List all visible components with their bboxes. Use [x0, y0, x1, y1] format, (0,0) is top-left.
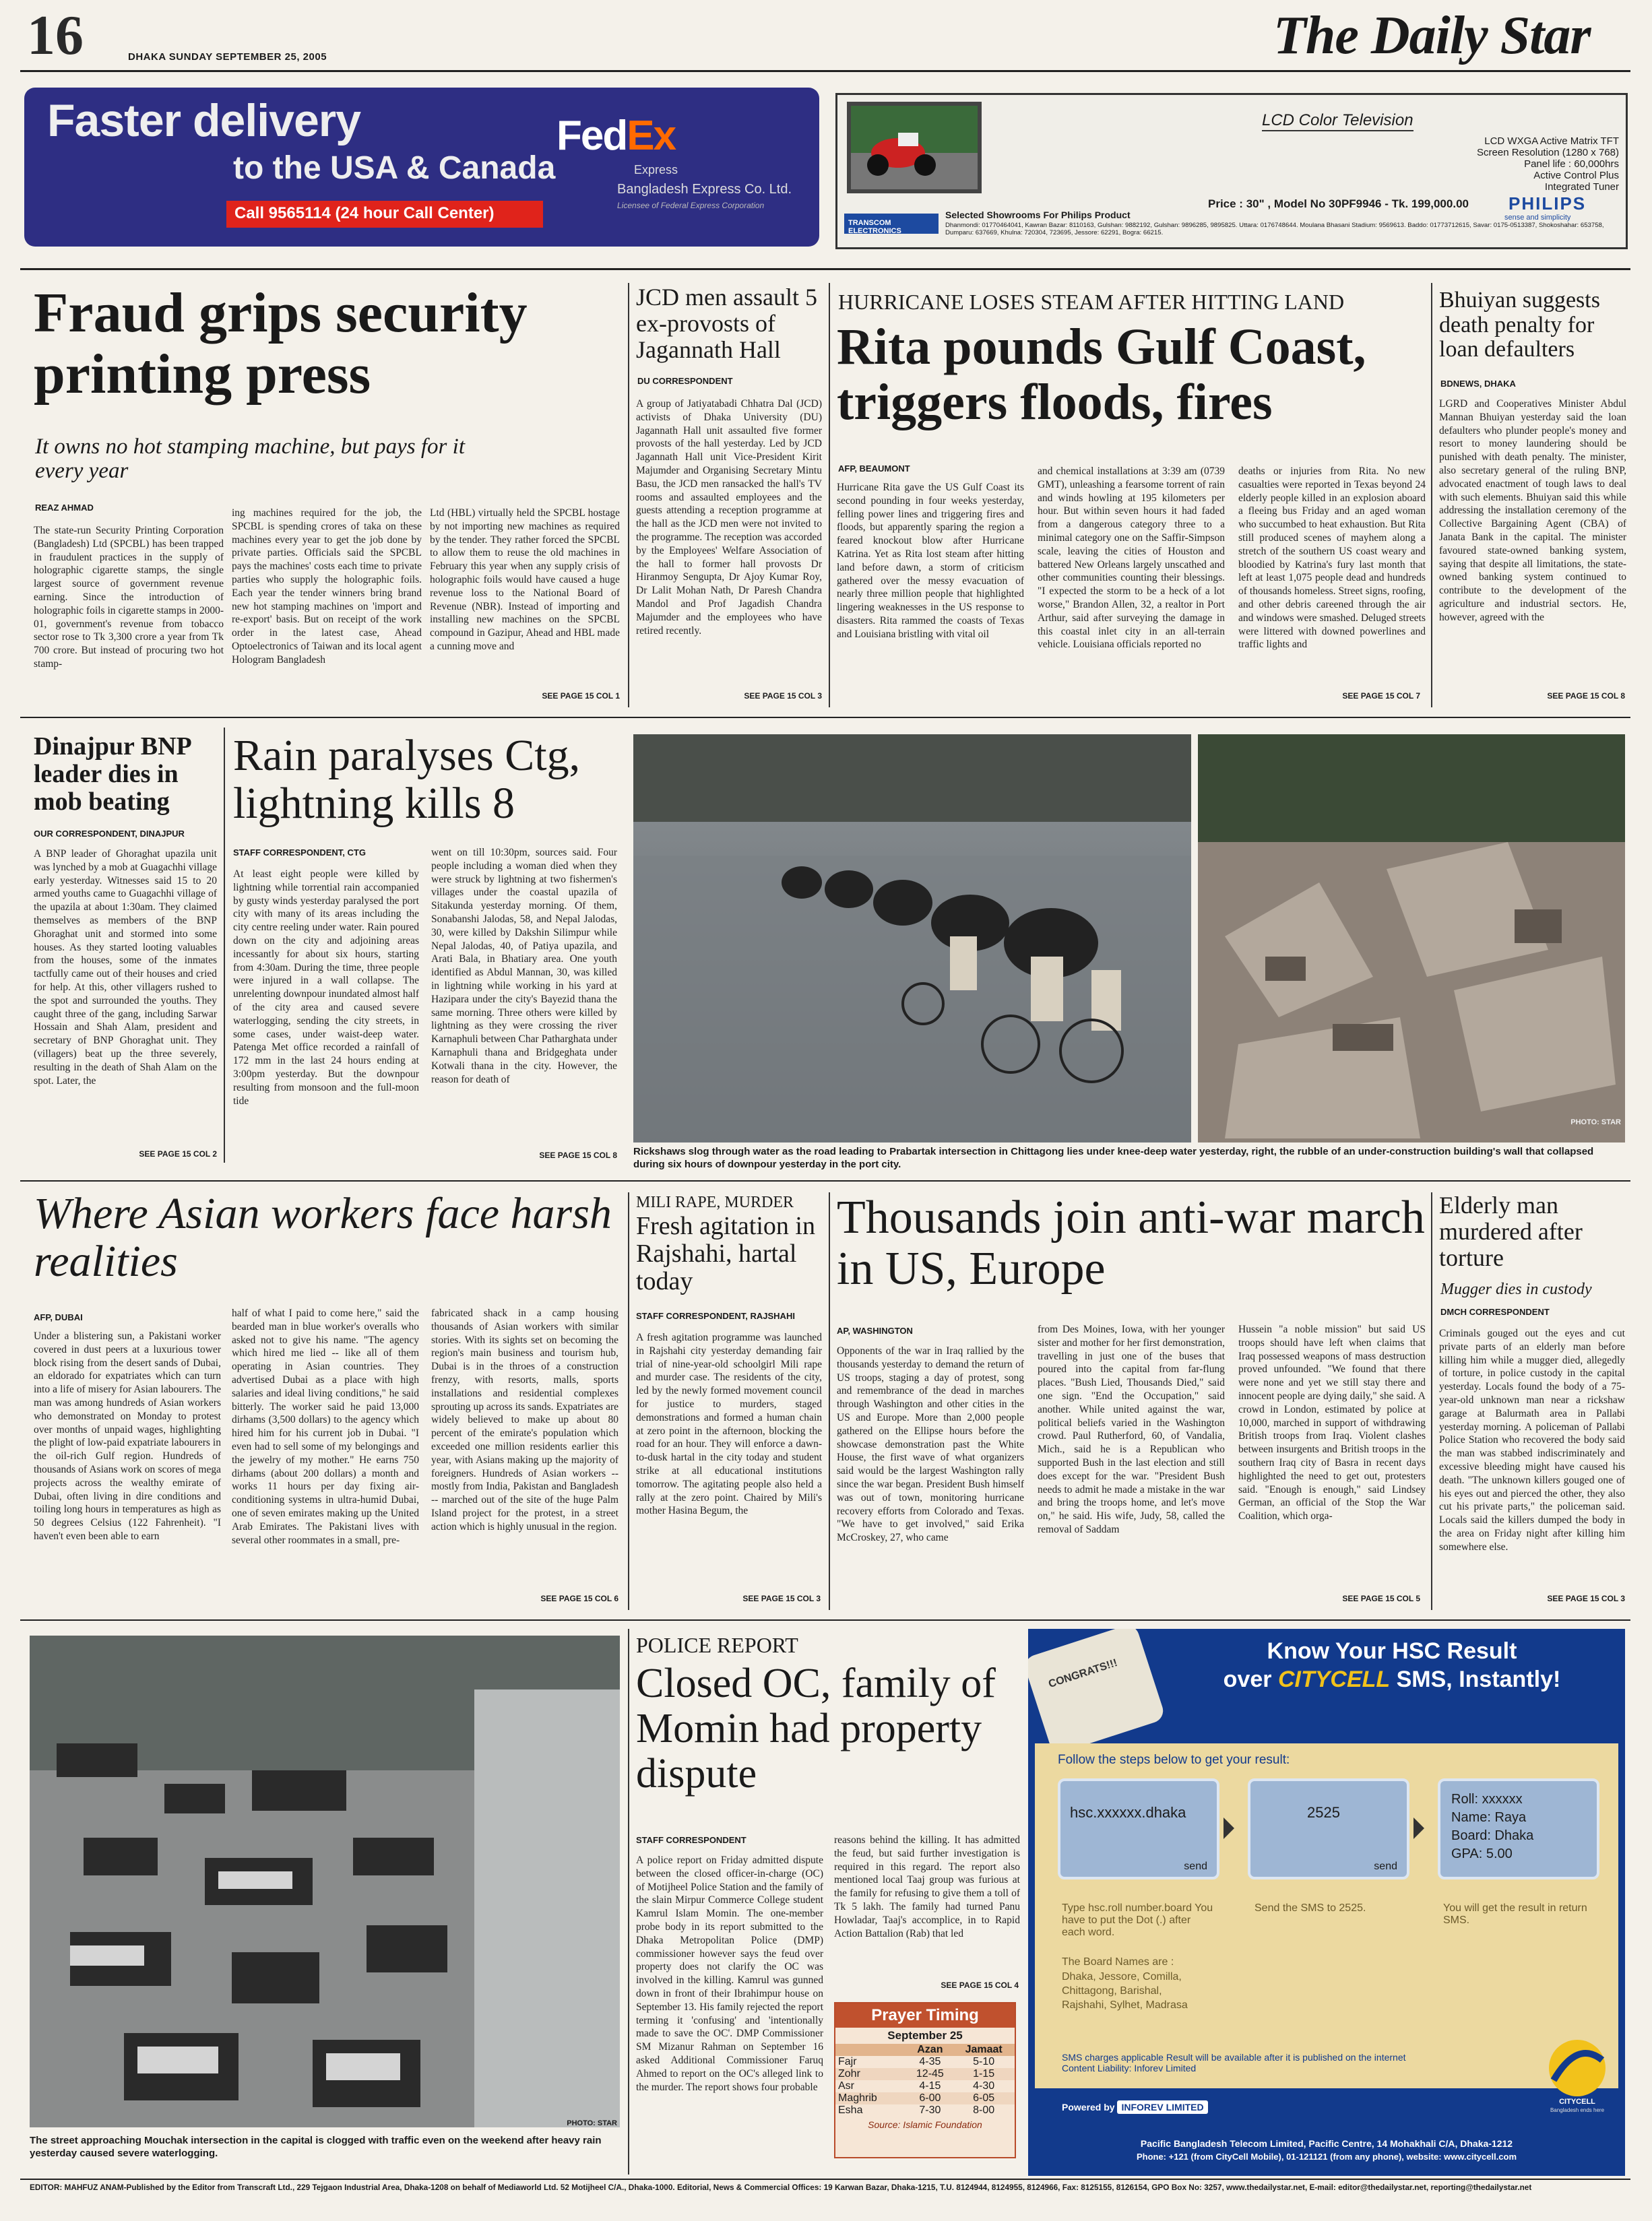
send-label-1: send: [1184, 1861, 1207, 1872]
dinajpur-see[interactable]: SEE PAGE 15 COL 2: [139, 1149, 217, 1159]
photo2-caption: The street approaching Mouchak intersection in the capital is clogged with traffic even on the weekend after heavy rain yesterday caused severe waterlogging.: [30, 2135, 602, 2159]
rain-headline: Rain paralyses Ctg, lightning kills 8: [233, 731, 581, 829]
jcd-body: A group of Jatiyatabadi Chhatra Dal (JCD) activists of Dhaka University (DU) Jagannath Hall unit assaulted five former provosts of the hall yesterday. Led by JCD Jagannath Hall unit Vice-President Kirit Majumder and Organising Secretary Mintu Basu, the JCD men ransacked the hall's TV rooms and assaulted employees and the guests attending a reception programme at the hall as the JCD men were not invited to the programme. The reception was accorded by the Employees' Welfare Association of the hall to former hall provosts Dr Hiranmoy Sengupta, Dr Ajoy Kumar Roy, Dr Lalit Mohan Nath, Dr Paresh Chandra Mandol and Prof Jagadish Chandra Majumder and the employees who have retired recently.: [636, 398, 822, 637]
paper-name: The Daily Star: [1273, 6, 1591, 65]
dinajpur-byline: OUR CORRESPONDENT, DINAJPUR: [34, 829, 185, 839]
fraud-headline: Fraud grips security printing press: [34, 282, 528, 406]
rita-see[interactable]: SEE PAGE 15 COL 7: [1342, 691, 1420, 701]
prayer-header: Jamaat: [965, 2044, 1003, 2055]
citycell-headline-1: Know Your HSC Result: [1267, 1638, 1517, 1664]
fraud-col-1: The state-run Security Printing Corporation (Bangladesh) Ltd (SPCBL) has been trapped in fraudulent practices in the supply of holographic cigarette stamps, the single largest source of government revenue earning. Since the introduction of holographic foils in cigarette stamps in 2000-01, government's revenue from tobacco sector rose to Tk 3,300 crore a year from Tk 700 crore. But instead of procuring two hot stamp-: [34, 525, 224, 670]
rain-byline: STAFF CORRESPONDENT, CTG: [233, 847, 366, 858]
fedex-tagline: Licensee of Federal Express Corporation: [617, 201, 765, 210]
fedex-ad[interactable]: [24, 88, 819, 247]
rita-byline: AFP, BEAUMONT: [838, 463, 910, 474]
mili-see[interactable]: SEE PAGE 15 COL 3: [742, 1594, 821, 1603]
step1-screen: [1058, 1778, 1219, 1879]
photo1-caption: Rickshaws slog through water as the road leading to Prabartak intersection in Chittagong lies under knee-deep water yesterday, right, the rubble of an under-construction building's wall that collapsed during six hours of downpour yesterday in the port city.: [633, 1146, 1594, 1170]
rita-col-2: and chemical installations at 3:39 am (0739 GMT), unleashing a fearsome torrent of rain and winds howling at 195 kilometers per hour. But within seven hours it had faded from a dangerous category three to a minimal category one on the Saffir-Simpson scale, leaving the cities of Houston and battered New Orleans largely unscathed and other communities counting their blessings. "I expected the storm to be a heck of a lot worse," Brandon Allen, 32, a realtor in Port Arthur, said after surveying the damage in this coastal inlet city in an all-terrain vehicle. Louisiana officials reported no: [1038, 465, 1225, 651]
citycell-logo-text: CITYCELL: [1559, 2098, 1595, 2106]
citycell-brand-word: CITYCELL: [1277, 1667, 1391, 1692]
bhuiyan-headline: Bhuiyan suggests death penalty for loan defaulters: [1439, 288, 1600, 362]
imprint-footer: EDITOR: MAHFUZ ANAM-Published by the Editor from Transcraft Ltd., 229 Tejgaon Industrial Area, Dhaka-1208 on behalf of Mediaworld Ltd. 52 Motijheel C/A., Dhaka-1000. Editorial, News & Commercial Offices: 19 Karwan Bazar, Dhaka-1215, T.U. 8124944, 8124955, 8124966, Fax: 8125155, 8126154, GPO Box No: 3257, www.thedailystar.net, E-mail: editor@thedailystar.net, reporting@thedailystar.net: [30, 2183, 1532, 2192]
antiwar-see[interactable]: SEE PAGE 15 COL 5: [1342, 1594, 1420, 1603]
rita-col-3: deaths or injuries from Rita. No new casualties were reported in Texas beyond 24 elderly people killed in an explosion aboard a fleeing bus Friday and an aged woman who succumbed to heat exhaustion. But Rita still produced scenes of mayhem along a stretch of the southern US coast weary and bloodied by Katrina's fury last month that left at least 1,075 people dead and hundreds of thousands homeless. Street signs, roofing, and other debris careened through the air and windows were smashed. Deluged streets were littered with downed powerlines and traffic lights and: [1238, 465, 1426, 651]
philips-spec: LCD WXGA Active Matrix TFT: [1484, 135, 1619, 147]
asian-byline: AFP, DUBAI: [34, 1312, 83, 1322]
elderly-deck: Mugger dies in custody: [1440, 1281, 1592, 1298]
philips-spec: Panel life : 60,000hrs: [1524, 158, 1619, 170]
arrow-icon: [1413, 1817, 1424, 1839]
antiwar-col-1: Opponents of the war in Iraq rallied by the thousands yesterday to demand the return of US troops, staging a day of protest, song and remembrance of the dead in marches through Washington and other cities in the US and Europe. More than 2,000 people gathered on the Ellipse hours before the showcase demonstration past the White House, the first wave of what organizers said would be the largest Washington rally since the war began. President Bush himself was out of town, monitoring hurricane recovery efforts from Colorado and Texas. "We have to get involved," said Erika McCroskey, 27, who came: [837, 1345, 1024, 1544]
bhuiyan-byline: BDNEWS, DHAKA: [1440, 379, 1516, 389]
asian-col-1: Under a blistering sun, a Pakistani worker covered in dust peers at a luxurious tower block rising from the desert sands of Dubai, an eldorado for expatriates which can turn into a life of misery for Asian labourers. The man was among hundreds of Asian workers who demonstrated on Monday to protest over months of unpaid wages, highlighting the plight of low-paid expatriate labourers in the oil-rich Gulf region. Hundreds of thousands of Asians work on scores of mega projects across the wealthy emirate of Dubai, often living in dire conditions and toiling long hours in temperatures as high as 50 degrees Celsius (122 Fahrenheit). "I haven't even been able to earn: [34, 1330, 221, 1542]
fedex-headline-1: Faster delivery: [47, 95, 361, 146]
asian-headline: Where Asian workers face harsh realities: [34, 1189, 612, 1287]
fraud-col-2: ing machines required for the job, the SPCBL is spending crores of taka on these machines every year to get the job done by private parties. Officials said the SPCBL pays the machines' costs each time to private parties who supply the holographic foils. Each year the tender winners bring brand new hot stamping machines on 'import and re-export' basis. But on receipt of the work order in the latest case, Ahead Optoelectronics of Taiwan and its local agent Hologram Bangladesh: [232, 507, 422, 666]
prayer-row: Maghrib 6-00 6-05: [835, 2092, 1015, 2104]
jcd-headline: JCD men assault 5 ex-provosts of Jagannath Hall: [636, 284, 817, 363]
citycell-logo: [1540, 2033, 1614, 2114]
prayer-title: Prayer Timing: [835, 2003, 1015, 2028]
rickshaw-photo: [633, 734, 1191, 1142]
mili-byline: STAFF CORRESPONDENT, RAJSHAHI: [636, 1311, 795, 1321]
powered-by: Powered by INFOREV LIMITED: [1062, 2100, 1208, 2114]
page-number: 16: [27, 4, 84, 67]
bhuiyan-body: LGRD and Cooperatives Minister Abdul Mannan Bhuiyan yesterday said the loan defaulters who plunder people's money and resort to money laundering should be punished with death penalty. The minister, also secretary general of the ruling BNP, advocated enactment of tough laws to deal with such elements. Bhuiyan said this while addressing the installation ceremony of the Collective Bargaining Agent (CBA) of Janata Bank in the capital. The minister favoured state-owned banking system, saying that despite all limitations, the state-owned banking system continued to contribute to the development of the agriculture and industrial sectors. He, however, agreed with the: [1439, 398, 1626, 623]
citycell-sms-instantly: SMS, Instantly!: [1396, 1667, 1561, 1692]
fedex-headline-2: to the USA & Canada: [233, 150, 556, 186]
philips-ad[interactable]: [835, 93, 1628, 249]
bhuiyan-see[interactable]: SEE PAGE 15 COL 8: [1547, 691, 1625, 701]
result-line: Roll: xxxxxx: [1451, 1792, 1523, 1807]
boards-title: The Board Names are :: [1062, 1956, 1174, 1968]
dealer-logo: TRANSCOM ELECTRONICS: [844, 214, 939, 234]
prayer-date: September 25: [887, 2029, 963, 2042]
tv-image: [847, 102, 982, 193]
prayer-box: [834, 2002, 1016, 2158]
sms-text-1: hsc.xxxxxx.dhaka: [1070, 1804, 1186, 1821]
rita-headline: Rita pounds Gulf Coast, triggers floods, fires: [837, 319, 1366, 431]
prayer-row: Asr 4-15 4-30: [838, 2080, 995, 2092]
oc-col-2: reasons behind the killing. It has admitted the feud, but said further investigation is required in this regard. The report also mentioned local Taaj group was furious at the family for refusing to give them a toll of Tk 5 lakh. The family had turned Panu Howladar, Taaj's accomplice, in to Rapid Action Battalion (Rab) that led: [834, 1834, 1020, 1939]
oc-see[interactable]: SEE PAGE 15 COL 4: [941, 1981, 1019, 1990]
philips-addresses: Dhanmondi: 01770464041, Kawran Bazar: 8110163, Gulshan: 9882192, Gulshan: 9896285, 9895825. Uttara: 0176748644. Moulana Bhasani Stadium: 9569613. Baddo: 01773712615, Savar: 0175-0513387, Shokoshahar: 653758, Dumparu: 637669, Khulna: 720304, 723695, Jessore: 62291, Bogra: 66215.: [945, 222, 1604, 236]
prayer-header: [835, 2044, 907, 2056]
rita-kicker: HURRICANE LOSES STEAM AFTER HITTING LAND: [838, 290, 1345, 314]
step3-text: You will get the result in return SMS.: [1443, 1902, 1587, 1926]
philips-spec: Screen Resolution (1280 x 768): [1477, 147, 1619, 158]
oc-byline: STAFF CORRESPONDENT: [636, 1835, 746, 1845]
citycell-logo-tag: Bangladesh ends here: [1550, 2107, 1605, 2113]
jcd-byline: DU CORRESPONDENT: [637, 376, 733, 386]
congrats-text: CONGRATS!!!: [1047, 1657, 1119, 1691]
philips-brand: PHILIPS: [1508, 193, 1587, 214]
photo1-credit: PHOTO: STAR: [1570, 1118, 1621, 1126]
citycell-over: over: [1223, 1667, 1272, 1692]
antiwar-byline: AP, WASHINGTON: [837, 1326, 913, 1336]
sms-number: 2525: [1307, 1804, 1340, 1821]
citycell-footer-1: Pacific Bangladesh Telecom Limited, Pacific Centre, 14 Mohakhali C/A, Dhaka-1212: [1140, 2138, 1513, 2149]
citycell-footer-2: Phone: +121 (from CityCell Mobile), 01-121121 (from any phone), website: www.citycell.com: [1136, 2152, 1517, 2162]
arrow-icon: [1224, 1817, 1234, 1839]
traffic-photo: [30, 1636, 620, 2127]
result-line: Board: Dhaka: [1451, 1828, 1534, 1843]
elderly-byline: DMCH CORRESPONDENT: [1440, 1307, 1550, 1317]
prayer-row: Fajr 4-35 5-10: [838, 2056, 995, 2067]
dinajpur-body: A BNP leader of Ghoraghat upazila unit was lynched by a mob at Guagachhi village early yesterday. Witnesses said 15 to 20 armed youths came to Guagachhi village of the upazila at about 1:30am. They claimed themselves as members of the BNP Ghoraghat unit and stormed into some houses. As they started looting valuables from the houses, some of the inmates tactfully came out of their houses and cried for help. At this, other villagers rushed to the spot and surrounded the youths. They caught three of the gang, including Sarwar Hossain and Shah Alam, president and secretary of BNP Ghoraghat unit. They (villagers) beat up the three severely, resulting in the death of Shah Alam on the spot. Later, the: [34, 848, 217, 1087]
fraud-byline: REAZ AHMAD: [35, 503, 94, 513]
oc-kicker: POLICE REPORT: [636, 1633, 798, 1657]
citycell-follow: Follow the steps below to get your result:: [1058, 1753, 1290, 1767]
step2-text: Send the SMS to 2525.: [1254, 1902, 1366, 1914]
philips-slogan: sense and simplicity: [1504, 214, 1571, 222]
rubble-photo: [1198, 734, 1625, 1142]
fedex-logo-fed: Fed: [557, 112, 627, 159]
elderly-headline: Elderly man murdered after torture: [1439, 1192, 1583, 1271]
elderly-body: Criminals gouged out the eyes and cut private parts of an elderly man before killing him while a mugger died, allegedly of torture, in police custody in the capital yesterday. Locals found the body of a 75-year-old unknown man near a rickshaw garage at Balurmath area in Pallabi yesterday morning. A policeman of Pallabi Police Station who recovered the body said the man was stabbed indiscriminately and excessive bleeding might have caused his death. "The unknown killers gouged one of his eyes out and pierced the other, they also cut his private parts," the policeman said. Locals said the killers dumped the body in the area on Friday night after killing him somewhere else.: [1439, 1328, 1625, 1553]
step3-screen: [1438, 1778, 1599, 1879]
fraud-deck: It owns no hot stamping machine, but pays for it every year: [35, 434, 465, 483]
prayer-row: Esha 7-30 8-00: [838, 2104, 995, 2116]
fraud-see[interactable]: SEE PAGE 15 COL 1: [542, 691, 620, 701]
rita-col-1: Hurricane Rita gave the US Gulf Coast its second pounding in four weeks yesterday, felling power lines and triggering fires and floods, but apparently sparing the region a feared knockout blow after Hurricane Katrina. Yet as Rita lost steam after hitting land before dawn, a storm of criticism gathered over the messy evacuation of nearly three million people that highlighted lingering weaknesses in the US response to disasters. Rita rammed the coasts of Texas and Louisiana bristling with vital oil: [837, 482, 1024, 640]
mili-body: A fresh agitation programme was launched in Rajshahi city yesterday demanding fair trial of nine-year-old schoolgirl Mili rape and murder case. The residents of the city, led by the newly formed movement council for justice to murders, staged demonstrations and formed a human chain at zero point in the afternoon, blocking the road for an hour. They will enforce a dawn-to-dusk hartal in the city today and student strike at all educational institutions tomorrow. The agitating people also held a rally at the zero point. Chaired by Mili's mother Hasina Begum, the: [636, 1332, 822, 1517]
fedex-company: Bangladesh Express Co. Ltd.: [617, 182, 792, 197]
rain-col-2: went on till 10:30pm, sources said. Four people including a woman died when they were struck by lightning at two fishermen's villages under the coastal upazila of Sitakunda yesterday morning. Of them, Sonabanshi Jalodas, 58, and Nepal Jalodas, 30, were killed by Dakshin Silimpur while Nepal Jalodas, 40, of Patiya upazila, and Arati Bala, in Bhatiary area. One youth identified as Abdul Mannan, 30, was killed in lightning while working in his yard at Hazipara under the city's Bayezid thana the same morning. Three others were killed by lightning as they were crossing the river Karnaphuli between Char Patharghata under Karnaphuli thana and Bridgeghata under Kotwali thana in the city. However, the reason for death of: [431, 847, 617, 1085]
boards-list: Dhaka, Jessore, Comilla, Chittagong, Barishal, Rajshahi, Sylhet, Madrasa: [1062, 1971, 1188, 2011]
philips-spec: Integrated Tuner: [1544, 181, 1619, 193]
fraud-col-3: Ltd (HBL) virtually held the SPCBL hostage by not importing new machines as required by the tender. They rather forced the SPCBL to allow them to reuse the old machines in February this year when any supply crisis of holographic foils would have caused a huge revenue loss to the National Board of Revenue (NBR). Instead of importing and installing new machines on the SPCBL compound in Gazipur, Ahead and HBL made a cunning move and: [430, 507, 620, 652]
prayer-header: Azan: [917, 2044, 943, 2055]
antiwar-headline: Thousands join anti-war march in US, Europe: [837, 1192, 1425, 1295]
mili-headline: Fresh agitation in Rajshahi, hartal today: [636, 1212, 815, 1296]
philips-price: Price : 30" , Model No 30PF9946 - Tk. 199,000.00: [1208, 197, 1469, 210]
photo2-credit: PHOTO: STAR: [567, 2119, 617, 2127]
philips-title: LCD Color Television: [1262, 111, 1413, 131]
fedex-phone: Call 9565114 (24 hour Call Center): [226, 201, 543, 228]
citycell-ad[interactable]: [1028, 1629, 1625, 2176]
asian-col-2: half of what I paid to come here," said the bearded man in blue worker's overalls who asked not to give his name. "The agency which hired me lied -- like all of them operating in Asian countries. They advertised Dubai as a place with high salaries and ideal living conditions," he said bitterly. The worker said he paid 13,000 dirhams (3,500 dollars) to the agency which hired him for his current job in Dubai. "I even had to sell some of my belongings and the jewelry of my mother." He earns 750 dirhams (about 200 dollars) a month and works 11 hours per day fixing air-conditioning systems in ultra-humid Dubai, one of seven emirates making up the United Arab Emirates. The Pakistani lives with several other roommates in a small, pre-: [232, 1308, 419, 1546]
asian-col-3: fabricated shack in a camp housing thousands of Asian workers with similar stories. With its sights set on becoming the region's main business and tourism hub, Dubai is in the throes of a construction frenzy, with resorts, malls, sports installations and residential complexes sprouting up across its sands. Expatriates are widely believed to make up about 80 percent of the emirate's population which exceeded one million residents earlier this year, with Asians making up the majority of foreigners. Hundreds of Asian workers -- mostly from India, Pakistan and Bangladesh -- marched out of the site of the huge Palm Island project for the protest, in a street action which is highly unusual in the region.: [431, 1308, 618, 1533]
result-line: Name: Raya: [1451, 1810, 1527, 1825]
inforev-logo: INFOREV LIMITED: [1117, 2100, 1207, 2114]
citycell-notes: SMS charges applicable Result will be available after it is published on the internet Content Liability: Inforev Limited: [1062, 2052, 1406, 2073]
antiwar-col-3: Hussein "a noble mission" but said US troops should have left when claims that Iraq possessed weapons of mass destruction proved unfounded. "We found that there were none and yet we still stay there and innocent people are dying daily," she said. A crowd in London, estimated by police at 10,000, marched in support of withdrawing British troops from Iraq. Violent clashes between insurgents and British troops in the southern Iraq city of Basra in recent days highlighted the need to get out, protesters said. "Enough is enough," said Lindsey German, an official of the Stop the War Coalition, which orga-: [1238, 1324, 1426, 1522]
rain-col-1: At least eight people were killed by lightning while torrential rain accompanied by gusty winds yesterday paralysed the port city with many of its areas including the city centre reeling under water. Rain poured down on the city and adjoining areas incessantly for about six hours, starting from 4:30am. During the time, three people were injured in a wall collapse. The unrelenting downpour inundated almost half of the city area and caused severe waterlogging, sending the city streets, in some cases, under waist-deep water. Patenga Met office recorded a rainfall of 172 mm in the last 24 hours ending at 3:00pm yesterday. But the downpour resulting from monsoon and the full-moon tide: [233, 868, 419, 1107]
oc-col-1: A police report on Friday admitted dispute between the closed officer-in-charge (OC) of Motijheel Police Station and the family of the slain Mirpur Commerce College student Kamrul Islam Momin. The one-member probe body in its report submitted to the Dhaka Metropolitan Police (DMP) commissioner however says the feud over property does not clarify the OC was involved in the killing. Kamrul was gunned down in front of their Ibrahimpur house on September 13. His family rejected the report terming it 'confusing' and 'intentionally made to save the OC'. DMP Commissioner SM Mizanur Rahman on September 16 asked Additional Commissioner Faruq Ahmed to report on the OC's alleged link to the murder. The report shows four probable: [636, 1855, 823, 2093]
oc-headline: Closed OC, family of Momin had property dispute: [636, 1661, 996, 1797]
congrats-phone: [1028, 1629, 1166, 1756]
prayer-source: Source: Islamic Foundation: [868, 2119, 982, 2130]
prayer-row: Zohr 12-45 1-15: [835, 2068, 1015, 2080]
fedex-logo-ex: Ex: [627, 112, 676, 159]
philips-spec: Active Control Plus: [1533, 170, 1619, 181]
dateline: DHAKA SUNDAY SEPTEMBER 25, 2005: [128, 51, 327, 63]
result-line: GPA: 5.00: [1451, 1846, 1513, 1861]
rain-see[interactable]: SEE PAGE 15 COL 8: [539, 1151, 617, 1160]
prayer-table: [835, 2044, 1015, 2117]
asian-see[interactable]: SEE PAGE 15 COL 6: [540, 1594, 618, 1603]
step1-text: Type hsc.roll number.board You have to put the Dot (.) after each word.: [1062, 1902, 1213, 1938]
mili-kicker: MILI RAPE, MURDER: [636, 1194, 794, 1211]
step2-screen: [1248, 1778, 1409, 1879]
philips-showrooms: Selected Showrooms For Philips Product: [945, 210, 1131, 220]
elderly-see[interactable]: SEE PAGE 15 COL 3: [1547, 1594, 1625, 1603]
fedex-express: Express: [634, 163, 678, 176]
jcd-see[interactable]: SEE PAGE 15 COL 3: [744, 691, 822, 701]
send-label-2: send: [1374, 1861, 1397, 1872]
fedex-logo: [557, 112, 675, 160]
dinajpur-headline: Dinajpur BNP leader dies in mob beating: [34, 732, 191, 816]
antiwar-col-2: from Des Moines, Iowa, with her younger sister and mother for her first demonstration, travelling in just one of the buses that poured into the capital from far-flung places. "Bush Lied, Thousands Died," said one sign. "End the Occupation," said another. While united against the war, political beliefs varied in the Washington crowd. Paul Rutherford, 60, of Vandalia, Mich., said he is a Republican who supported Bush in the last election and still does except for the war. "President Bush needs to admit he made a mistake in the war and bring the troops home, and let's move on," he said. His wife, Judy, 58, called the removal of Saddam: [1038, 1324, 1225, 1535]
